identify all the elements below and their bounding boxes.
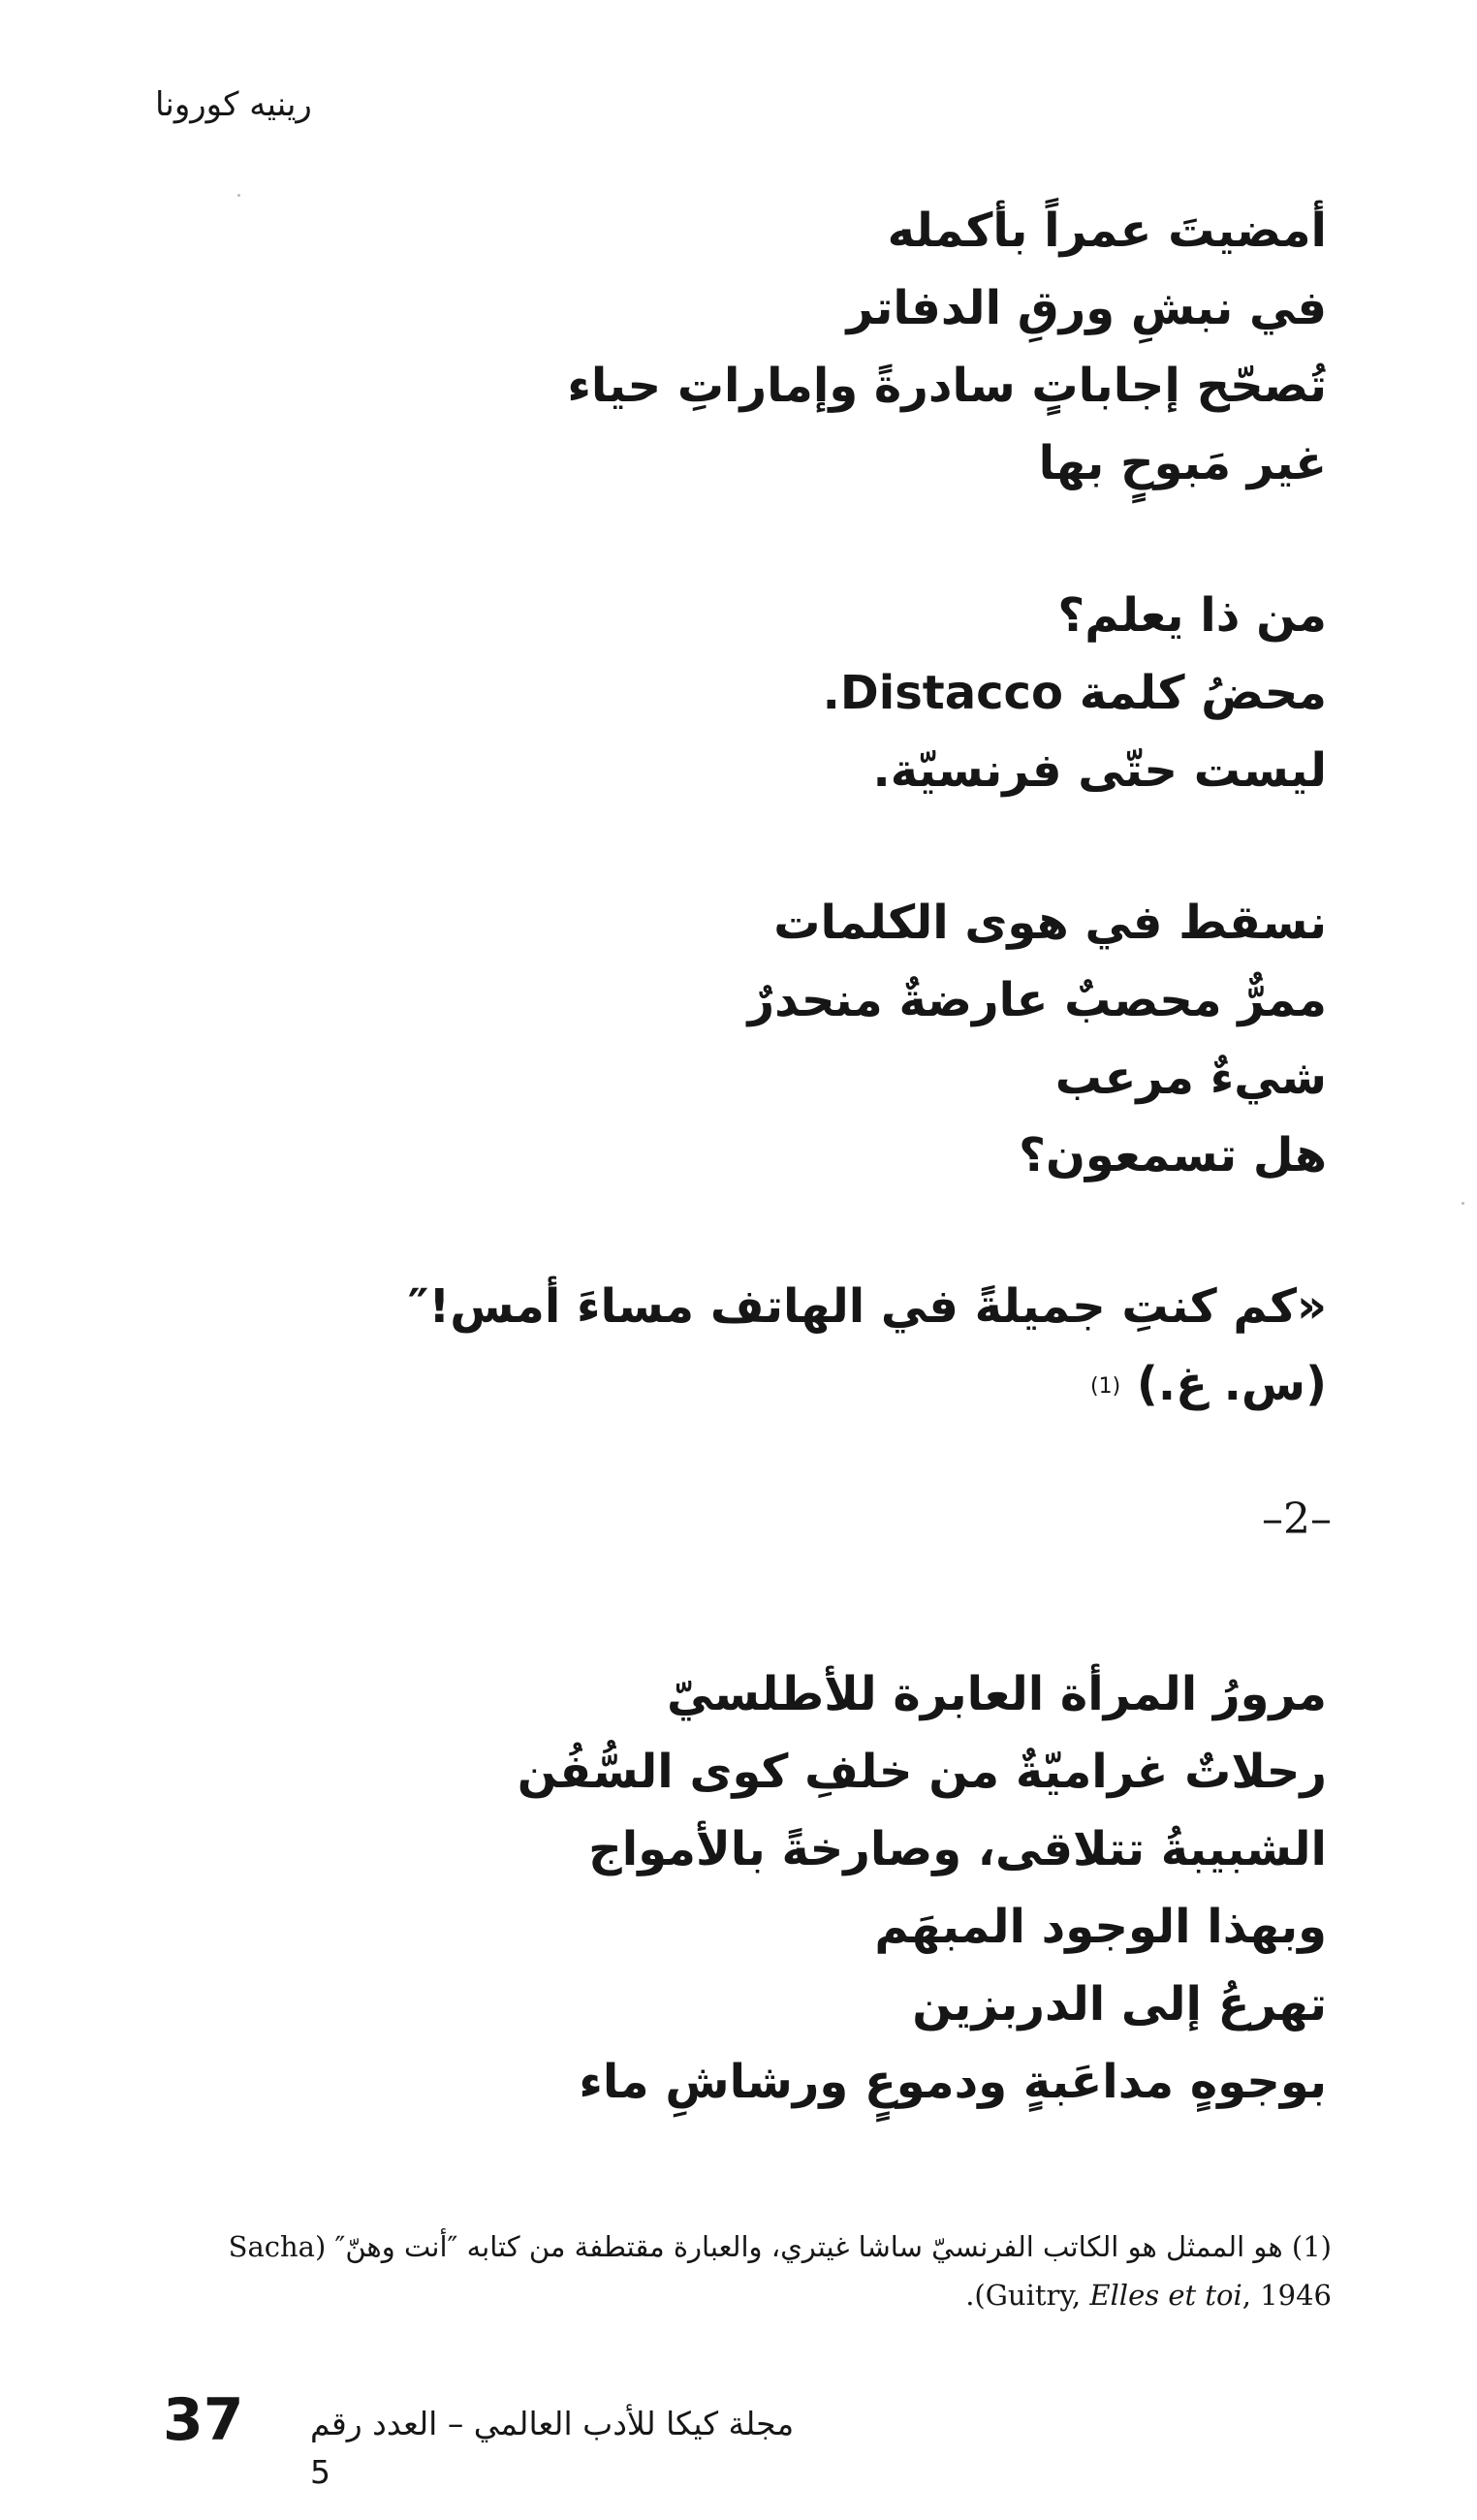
poem-line: من ذا يعلم؟ [1057, 588, 1327, 643]
poem-line: ليست حتّى فرنسيّة. [872, 743, 1327, 798]
footnote-line-2 [217, 2272, 1332, 2318]
scan-mark [237, 194, 240, 197]
poem-line: الشبيبةُ تتلاقى، وصارخةً بالأمواج [588, 1822, 1327, 1876]
poem-line: أمضيتَ عمراً بأكمله [887, 204, 1327, 258]
quote-line: «كم كنتِ جميلةً في الهاتف مساءَ أمس!″ [407, 1279, 1327, 1334]
footnote-reference: (1) [1090, 1374, 1121, 1399]
poem-line: هل تسمعون؟ [1019, 1128, 1327, 1182]
poem-line: تُصحّح إجاباتٍ سادرةً وإماراتِ حياء [567, 359, 1327, 413]
page-number: 37 [163, 2386, 244, 2454]
poem-line: رحلاتٌ غراميّةٌ من خلفِ كوى السُّفُن [517, 1745, 1327, 1799]
poem-line: وبهذا الوجود المبهَم [874, 1900, 1327, 1954]
poem-line: بوجوهٍ مداعَبةٍ ودموعٍ ورشاشِ ماء [579, 2055, 1327, 2109]
journal-title: مجلة كيكا للأدب العالمي – العدد رقم 5 [310, 2405, 795, 2491]
section-number: –2– [1262, 1495, 1332, 1544]
footnote-book-title: Elles et toi [1089, 2279, 1242, 2312]
scan-mark [1461, 1202, 1464, 1205]
footnote-line-1: (1) هو الممثل هو الكاتب الفرنسيّ ساشا غيتري، والعبارة مقتطفة من كتابه ″أنت وهنّ″ (Sacha [228, 2230, 1332, 2263]
quote-attribution: (س. غ.) [1136, 1357, 1327, 1411]
footnote-text: .(Guitry, [965, 2279, 1090, 2312]
poem-line: محضُ كلمة Distacco. [822, 666, 1327, 720]
footnote-year: , 1946 [1241, 2279, 1332, 2312]
poem-line: نسقط في هوى الكلمات [773, 896, 1327, 950]
poem-line: في نبشِ ورقِ الدفاتر [846, 281, 1327, 335]
author-name: رينيه كورونا [155, 85, 312, 124]
poem-line: غير مَبوحٍ بها [1038, 436, 1327, 490]
poem-line: شيءٌ مرعب [1054, 1051, 1327, 1105]
poem-line: مرورُ المرأة العابرة للأطلسيّ [667, 1667, 1327, 1721]
poem-line: تهرعُ إلى الدربزين [912, 1977, 1327, 2032]
quote-attribution-line [1090, 1355, 1327, 1413]
poem-line: ممرٌّ محصبٌ عارضةٌ منحدرٌ [747, 973, 1327, 1027]
